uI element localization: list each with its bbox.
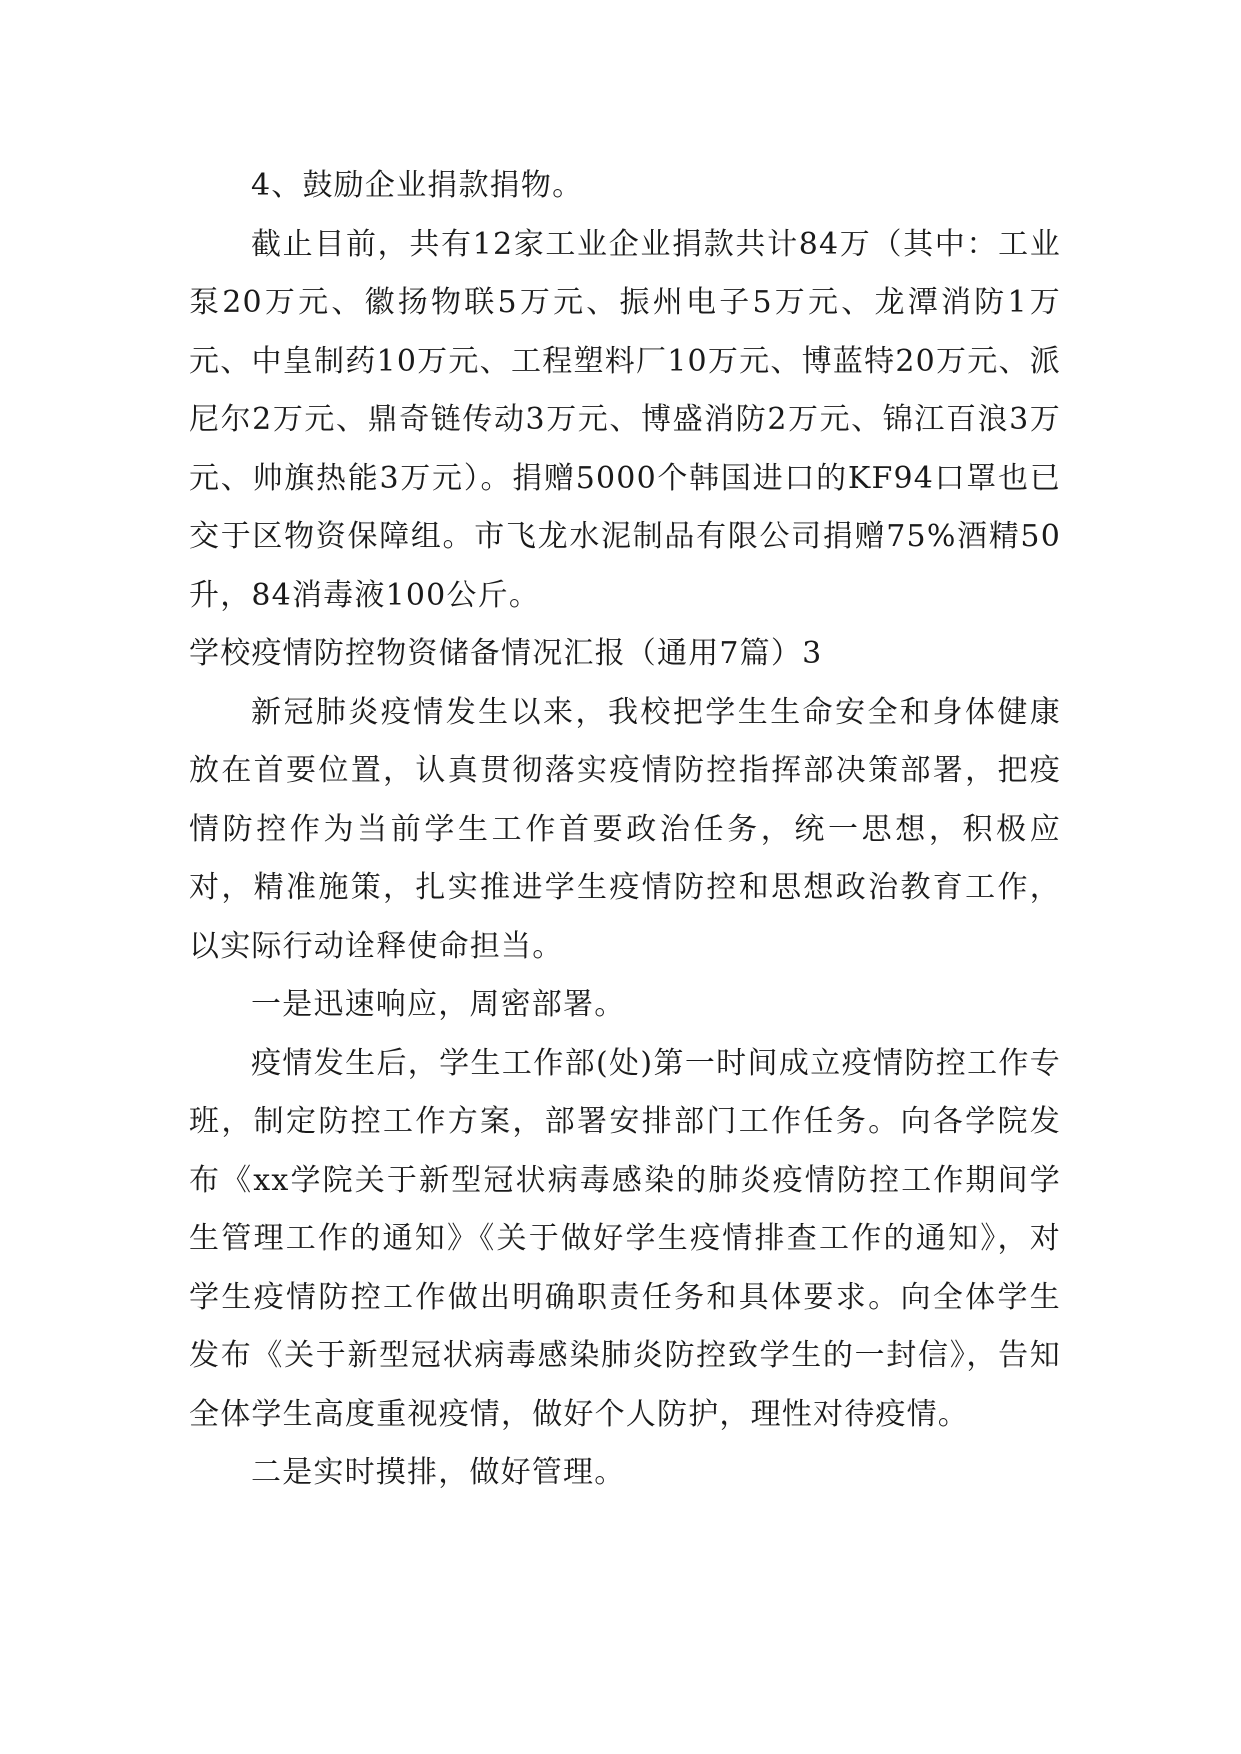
paragraph-point-one: 一是迅速响应，周密部署。: [251, 987, 626, 1022]
paragraph-donation-heading: 4、鼓励企业捐款捐物。: [251, 168, 584, 203]
paragraph-donation-details: 截止目前，共有12家工业企业捐款共计84万（其中：工业泵20万元、徽扬物联5万元、振州电子5万元、龙潭消防1万元、中皇制药10万元、工程塑料厂10万元、博蓝特20万元、派尼尔2万元、鼎奇链传动3万元、博盛消防2万元、锦江百浪3万元、帅旗热能3万元）。捐赠5000个韩国进口的KF94口罩也已交于区物资保障组。市飞龙水泥制品有限公司捐赠75%酒精50升，84消毒液100公斤。: [189, 226, 1061, 613]
paragraph-point-one-details: 疫情发生后，学生工作部(处)第一时间成立疫情防控工作专班，制定防控工作方案，部署安排部门工作任务。向各学院发布《xx学院关于新型冠状病毒感染的肺炎疫情防控工作期间学生管理工作的通知》《关于做好学生疫情排查工作的通知》，对学生疫情防控工作做出明确职责任务和具体要求。向全体学生发布《关于新型冠状病毒感染肺炎防控致学生的一封信》，告知全体学生高度重视疫情，做好个人防护，理性对待疫情。: [189, 1045, 1061, 1432]
paragraph-point-two: 二是实时摸排，做好管理。: [251, 1455, 626, 1490]
section-title: 学校疫情防控物资储备情况汇报（通用7篇）3: [189, 636, 823, 671]
paragraph-introduction: 新冠肺炎疫情发生以来，我校把学生生命安全和身体健康放在首要位置，认真贯彻落实疫情防控指挥部决策部署，把疫情防控作为当前学生工作首要政治任务，统一思想，积极应对，精准施策，扎实推进学生疫情防控和思想政治教育工作，以实际行动诠释使命担当。: [189, 694, 1061, 964]
document-body: [189, 157, 1061, 1503]
